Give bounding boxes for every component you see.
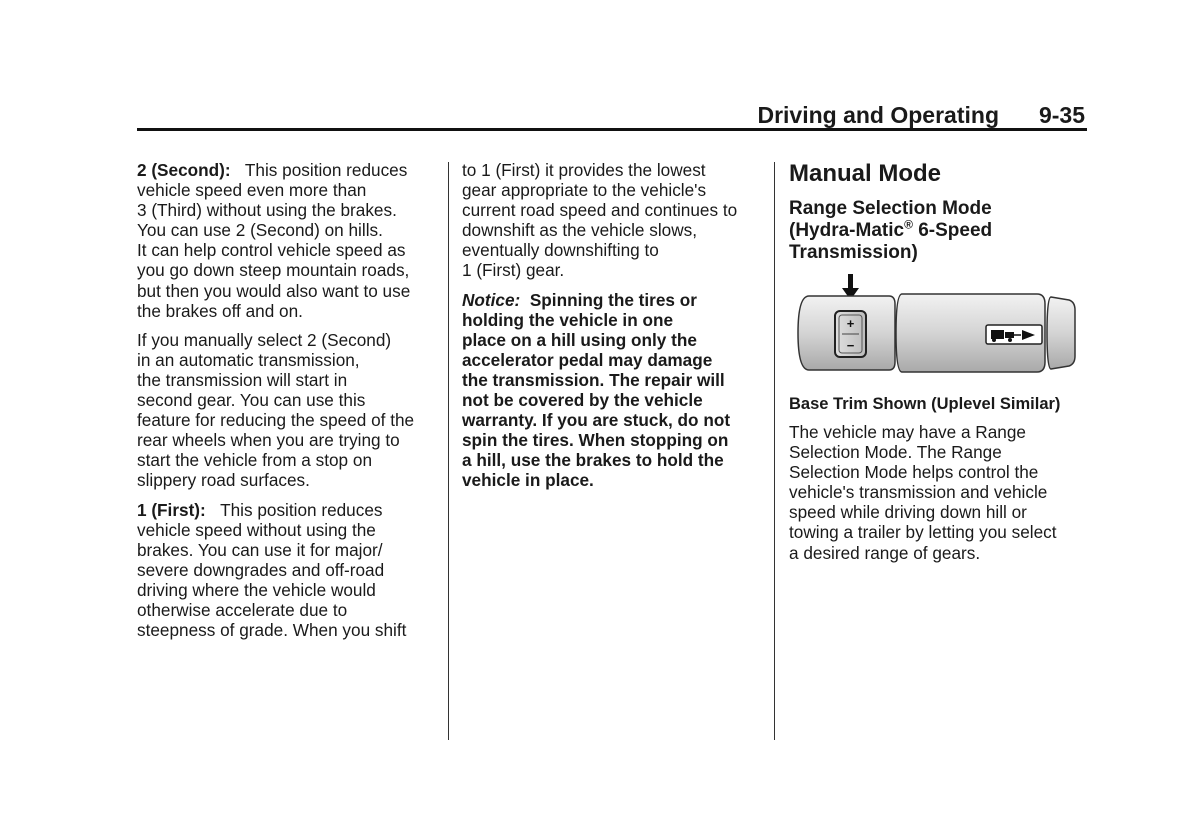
text-line: 1 (First) gear. [462,260,565,281]
text-line: in an automatic transmission, [137,349,360,370]
header-rule [137,128,1087,131]
section-title: Driving and Operating [757,102,999,128]
text-line: It can help control vehicle speed as [137,240,406,261]
text-line: eventually downshifting to [462,240,659,261]
text-line: but then you would also want to use [137,280,411,301]
text-line: If you manually select 2 (Second) [137,329,392,350]
text-line: The vehicle may have a Range [789,422,1026,442]
text-line: This position reduces [244,160,408,180]
paragraph-manual-select [137,330,437,491]
text-line: otherwise accelerate due to [137,599,348,620]
text-line: severe downgrades and off-road [137,559,385,580]
heading-fragment: (Hydra-Matic [789,220,905,241]
text-line: a desired range of gears. [789,542,981,563]
page-header [137,100,1087,130]
text-line: start the vehicle from a stop on [137,450,373,471]
text-line: You can use 2 (Second) on hills. [137,220,383,241]
text-line: the transmission. The repair will [462,369,725,390]
text-line: holding the vehicle in one [462,309,674,330]
text-line: Selection Mode. The Range [789,442,1002,463]
text-line: second gear. You can use this [137,390,366,411]
subsection-heading [789,198,1089,264]
text-line: slippery road surfaces. [137,470,310,491]
notice-label: Notice: [462,289,521,310]
text-line: the brakes off and on. [137,300,303,321]
text-line: a hill, use the brakes to hold the [462,450,724,471]
figure-caption: Base Trim Shown (Uplevel Similar) [789,395,1061,413]
text-line: vehicle speed without using the [137,519,376,540]
paragraph-range-selection [789,422,1089,563]
registered-mark: ® [904,217,913,232]
text-line: place on a hill using only the [462,329,697,350]
minus-label: − [846,338,855,353]
text-line: gear appropriate to the vehicle's [462,180,707,201]
plus-label: + [846,316,855,331]
text-line: downshift as the vehicle slows, [462,220,698,241]
text-line: 3 (Third) without using the brakes. [137,200,397,221]
text-line: brakes. You can use it for major/ [137,539,383,560]
text-line: Selection Mode helps control the [789,462,1039,483]
text-line: steepness of grade. When you shift [137,620,407,641]
text-line: rear wheels when you are trying to [137,430,400,451]
text-line: vehicle speed even more than [137,180,367,201]
text-line: Spinning the tires or [529,289,697,310]
heading-fragment: 6-Speed [912,220,993,241]
paragraph-first-continued [462,160,762,281]
text-line: current road speed and continues to [462,200,738,221]
text-line: not be covered by the vehicle [462,390,703,411]
text-line: feature for reducing the speed of the [137,410,415,431]
text-line: This position reduces [220,499,383,520]
text-line: vehicle in place. [462,470,594,491]
tow-haul-icon [986,325,1042,344]
column-3 [789,160,1089,572]
text-line: spin the tires. When stopping on [462,430,729,451]
text-line: to 1 (First) it provides the lowest [462,160,706,180]
column-divider [774,162,775,740]
text-line: driving where the vehicle would [137,579,376,600]
notice-block [462,290,762,491]
text-line: the transmission will start in [137,369,348,390]
paragraph-second-gear [137,160,437,321]
shift-lever-drawing [789,274,1079,384]
term-first: 1 (First): [137,499,206,520]
page-number: 9-35 [1038,102,1085,128]
text-line: vehicle's transmission and vehicle [789,482,1048,503]
column-divider [448,162,449,740]
text-line: accelerator pedal may damage [462,349,713,370]
heading-line: Transmission) [789,242,918,263]
text-line: warranty. If you are stuck, do not [462,410,731,431]
plus-minus-button [835,311,866,357]
column-1 [137,160,437,649]
heading-line: Range Selection Mode [789,198,992,219]
text-line: speed while driving down hill or [789,502,1027,523]
column-2 [462,160,762,500]
paragraph-first-gear [137,500,437,641]
text-line: you go down steep mountain roads, [137,260,410,281]
term-second: 2 (Second): [137,160,231,180]
shift-lever-illustration [789,274,1079,384]
text-line: towing a trailer by letting you select [789,522,1057,543]
section-heading: Manual Mode [789,160,942,187]
